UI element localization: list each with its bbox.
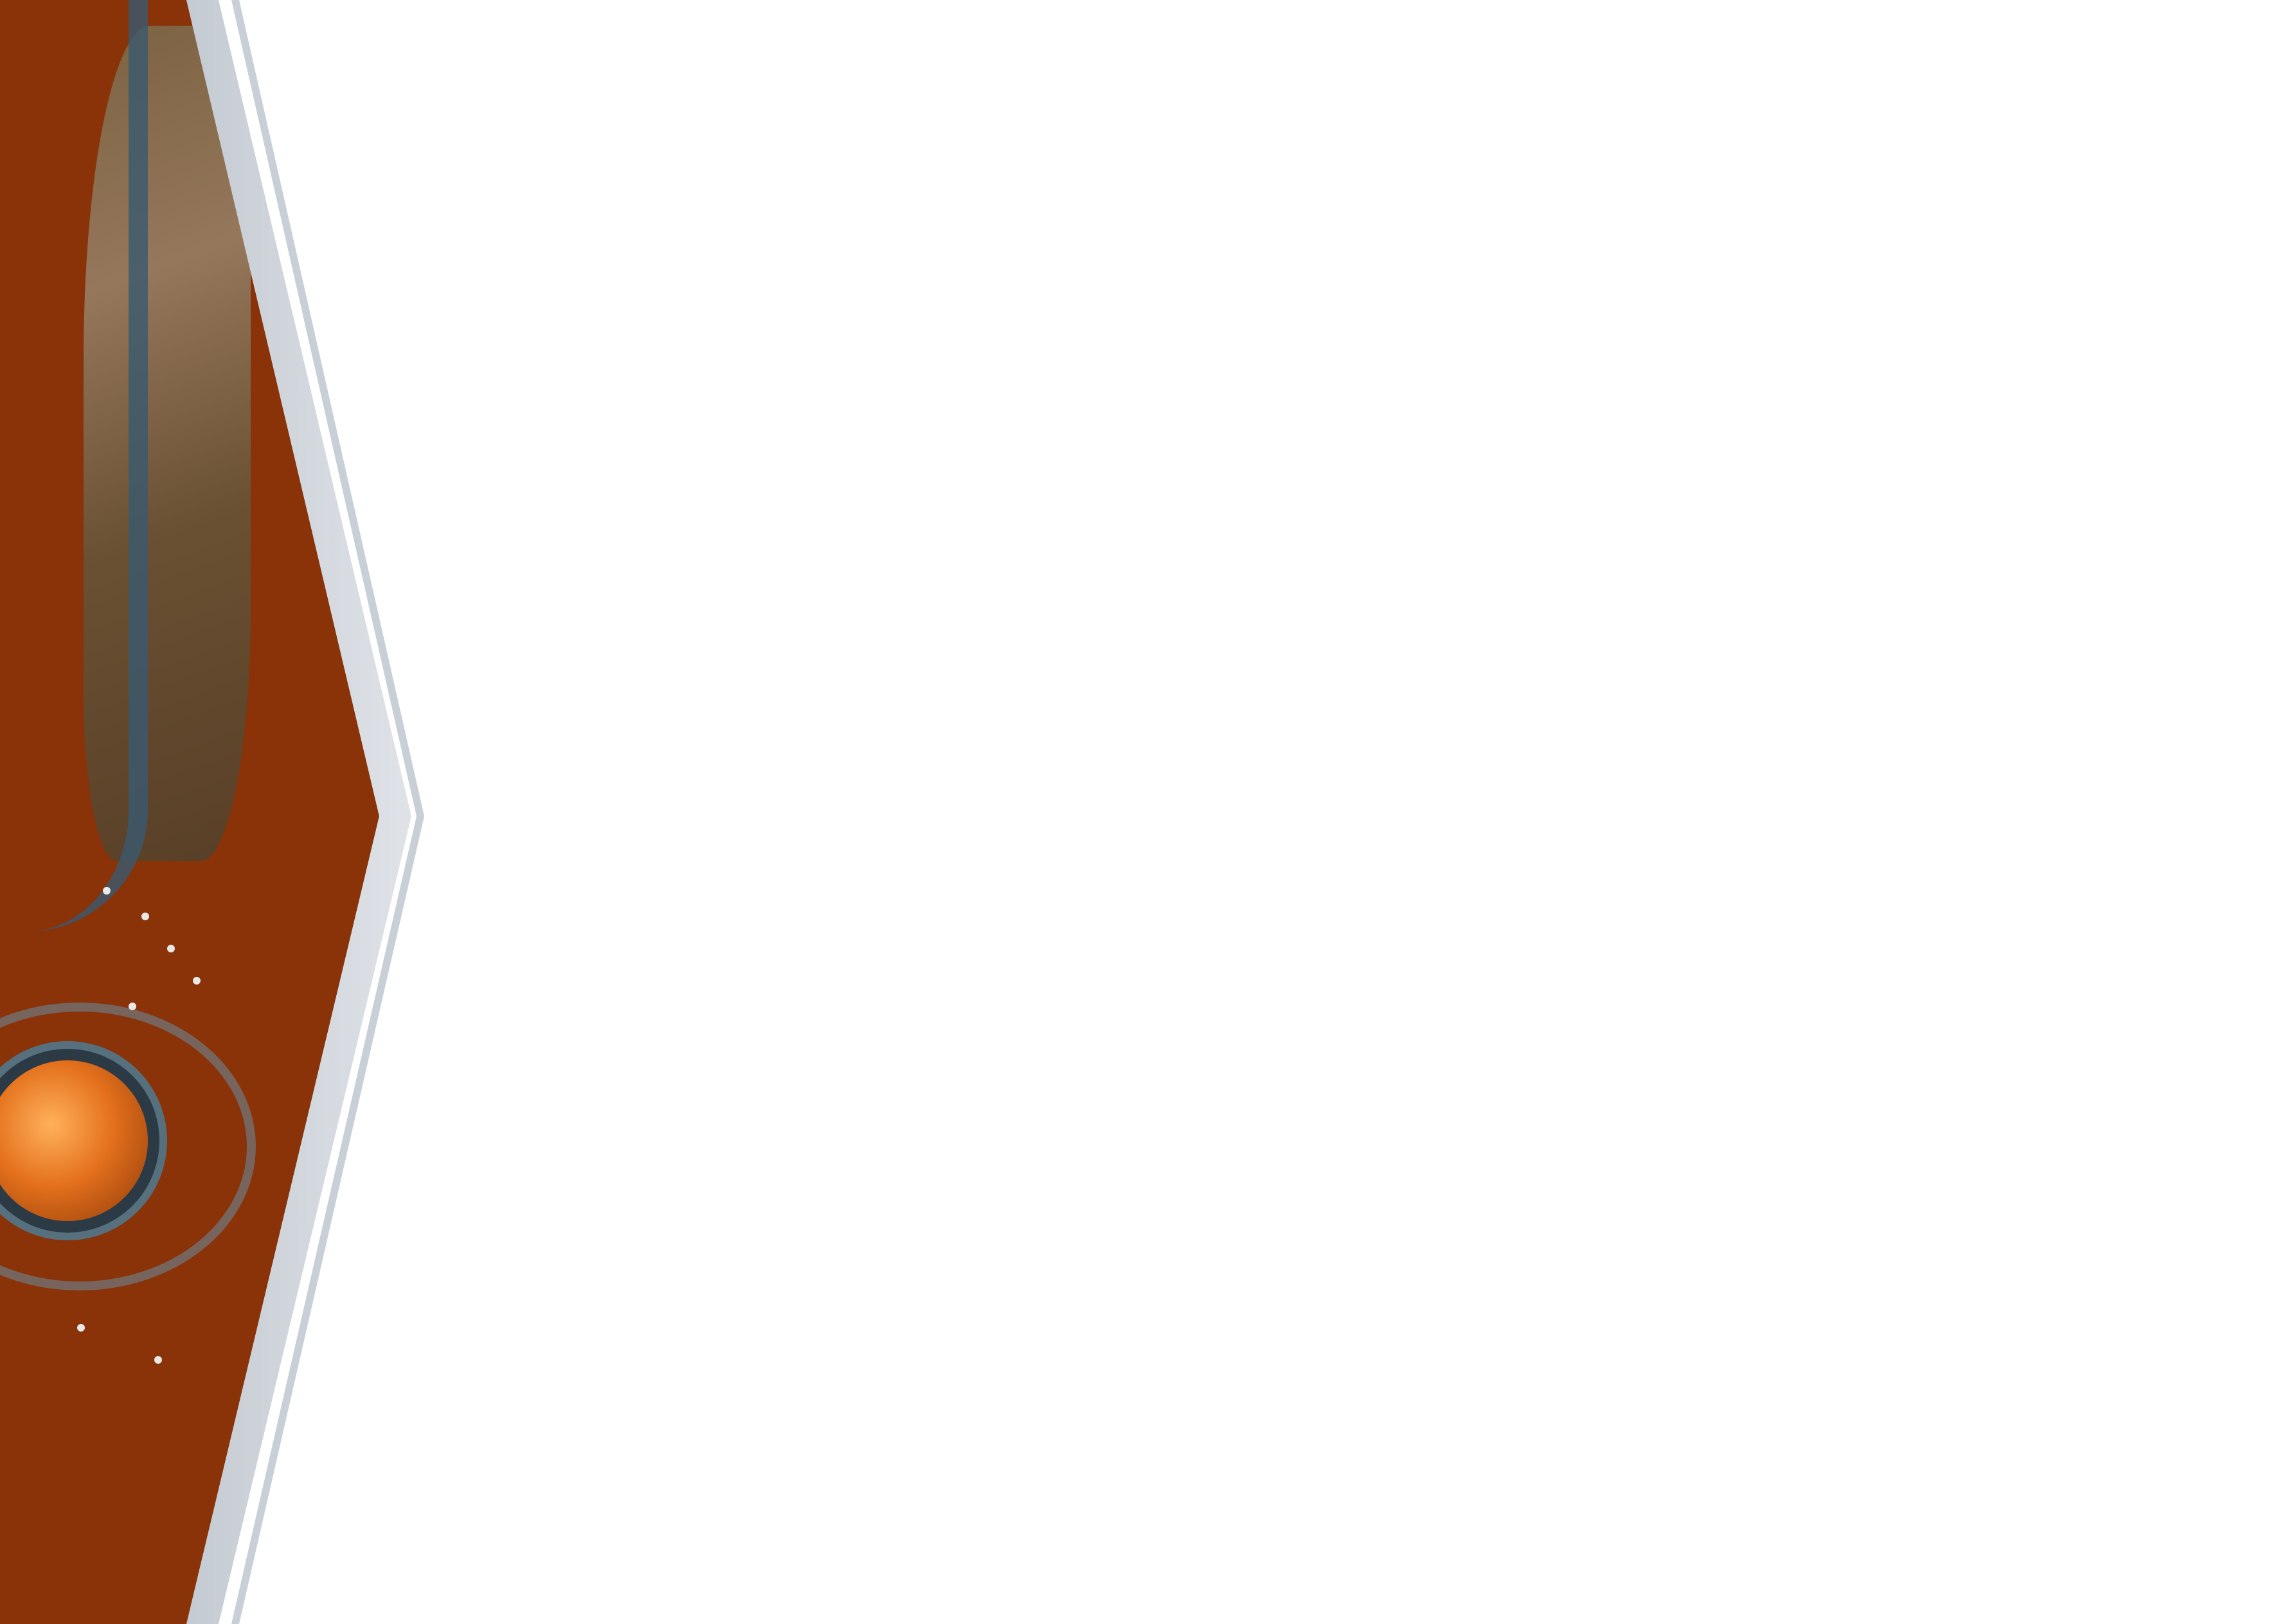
tube-slide — [26, 0, 148, 932]
playground-photo — [0, 0, 411, 1624]
panel-dot — [193, 977, 201, 985]
cemer-logo — [2140, 1563, 2282, 1614]
panel-dot — [167, 945, 175, 952]
panel-dot — [154, 1356, 162, 1364]
panel-dot — [129, 1003, 136, 1010]
cmr-play-logo — [2038, 26, 2269, 129]
panel-dot — [77, 1324, 85, 1332]
panel-dot — [103, 887, 111, 895]
panel-dot — [141, 913, 149, 920]
